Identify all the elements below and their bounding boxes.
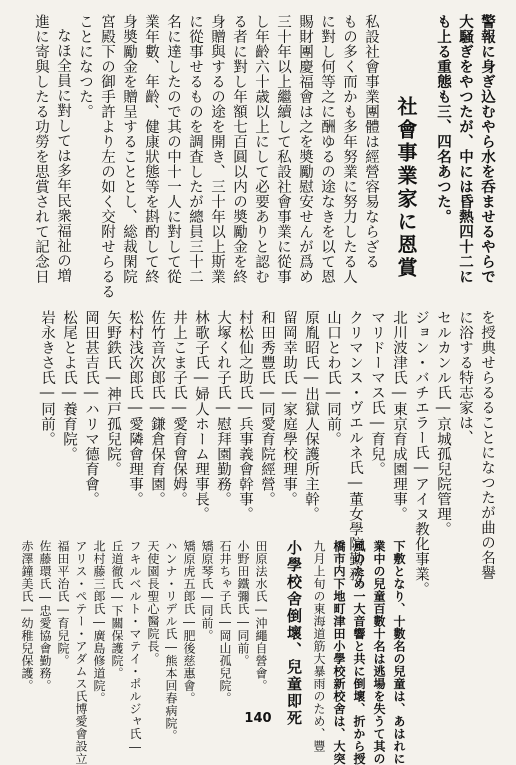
- text-line-lower-10: 和田秀豐氏―同愛育院經營。: [259, 310, 275, 507]
- text-line-lower-8: 原胤昭氏―出獄人保護所主幹。: [303, 310, 319, 522]
- text-line-left-lower-0: 九月上旬の東海道筋大暴雨のため、豐: [312, 540, 326, 753]
- text-line-lower-6: クリマンス・ヴエルネ氏―董女學院勤務。: [347, 310, 363, 597]
- text-line-left-lower-4: 下敷となり、十數名の兒童は、あはれに: [392, 540, 406, 765]
- text-line-lower-11: 村松仙之助氏―兵事義會幹事。: [237, 310, 253, 522]
- text-line-upper-2: も上る重態も三、四名あつた。: [435, 14, 452, 224]
- text-line-lower-0: を授典せらるることになつたが曲の名譽: [479, 310, 495, 580]
- text-line-upper-1: 大騒ぎをやつたが、中には昏熱四十二に: [457, 14, 474, 284]
- heading-social-work-awards: 社會事業家に恩賞: [394, 96, 418, 280]
- text-line-upper-15: 業年數、年齡、健康狀態等を斟酌して終: [143, 14, 159, 284]
- text-line-lower-14: 井上こま子氏―愛育會保姆。: [171, 310, 187, 507]
- heading-school-collapse: 小學校舍倒壞、兒童即死: [285, 540, 303, 727]
- text-line-lower-1: に浴する特志家は、: [457, 310, 473, 445]
- text-line-upper-8: 賜財團慶福會は之を奬勵慰安せんが爲め: [297, 14, 313, 284]
- text-line-upper-14: 名に達したので其の中十一人に對して從: [165, 14, 181, 284]
- text-line-upper-16: 身奬勵金を贈呈することとし、総裁閑院: [121, 14, 137, 284]
- text-line-left-upper-6: フキルベルト・マテイ・ポルジャ氏―: [128, 540, 142, 755]
- text-line-lower-2: セルカンル氏―京城孤兒院管理。: [435, 310, 451, 537]
- text-line-lower-19: 松尾とよ氏―養育院。: [61, 310, 77, 462]
- text-line-left-upper-0: 赤澤鐘美氏―幼稚兒保護。: [20, 540, 34, 692]
- text-line-upper-12: 身贈與するの途を開き、三十年以上斯業: [209, 14, 225, 284]
- page-number: 140: [244, 711, 272, 726]
- text-line-left-upper-9: 矯原虎五郎氏―肥後慈惠會。: [182, 540, 196, 705]
- text-line-left-upper-10: 矯原琴氏―同前。: [200, 540, 214, 642]
- text-line-upper-0: 警報に身ぎ込むやら水を呑ませるやらで: [479, 14, 496, 284]
- text-line-lower-4: 北川波津氏―東京育成園理事。: [391, 310, 407, 522]
- text-line-upper-5: 私設社會事業團體は經營容易ならざる: [363, 14, 379, 269]
- text-line-lower-17: 矢野鉄氏―神戸孤兒院。: [105, 310, 121, 477]
- text-line-lower-20: 岩永きさ氏―同前。: [39, 310, 55, 447]
- text-line-lower-3: ジョン・バチエラー氏―アイヌ教化事業。: [413, 310, 429, 597]
- text-line-lower-9: 留岡幸助氏―家庭學校理事。: [281, 310, 297, 507]
- text-line-upper-20: 進に寄與したる功勞を思賞されて記念日: [33, 14, 49, 284]
- text-line-left-lower-2: 風のため一大音響と共に倒壞、折から授: [352, 540, 366, 765]
- text-line-left-lower-3: 業中の兒童百數十名は逃場を失うて其の: [372, 540, 386, 765]
- text-line-lower-12: 大塚くれ子氏―慰拜園勤務。: [215, 310, 231, 507]
- text-line-left-upper-1: 佐藤環氏―忠愛協會勤務。: [38, 540, 52, 692]
- text-line-upper-18: ことになつた。: [77, 14, 93, 119]
- text-line-upper-6: もの多く而かも多年努業に努力したる人: [341, 14, 357, 284]
- text-line-lower-16: 松村浅次郎氏―愛隣會理事。: [127, 310, 143, 507]
- text-line-upper-17: 宮殿下の御手許より左の如く交附せらるる: [99, 14, 115, 299]
- text-line-left-upper-2: 福田平治氏―育兒院。: [56, 540, 70, 667]
- text-line-left-upper-4: 北村藤三郎氏―廣島修道院。: [92, 540, 106, 705]
- text-line-left-lower-1: 橋市内下地町津田小學校新校舍は、大突: [332, 540, 346, 765]
- text-line-left-upper-7: 天使園長聖心醫院長。: [146, 540, 160, 665]
- text-line-upper-10: し年齡六十歳以上にして必要ありと認む: [253, 14, 269, 284]
- text-line-lower-5: マリドーマス氏―育兒。: [369, 310, 385, 477]
- text-line-upper-7: に對し何等之に酬ゆるの途なきを以て恩: [319, 14, 335, 284]
- text-line-upper-13: に從事せるものを調査したが總員三十二: [187, 14, 203, 284]
- text-line-left-upper-5: 丘道徹氏―下關保護院。: [110, 540, 124, 680]
- text-line-left-upper-8: ハンナ・リデル氏―熊本回春病院。: [164, 540, 178, 742]
- text-line-lower-15: 佐竹音次郎氏―鎌倉保育園。: [149, 310, 165, 507]
- text-line-left-upper-12: 小野田鐵彌氏―同前。: [236, 540, 250, 667]
- text-line-left-upper-3: アリス・ペテー・アダムス氏博愛會設立: [74, 540, 88, 765]
- text-line-left-upper-11: 石井ちゃ子氏―岡山孤兒院。: [218, 540, 232, 705]
- text-line-lower-18: 岡田甚吉氏―ハリマ德育會。: [83, 310, 99, 507]
- text-line-upper-9: 三十年以上繼續して私設社會事業に從事: [275, 14, 291, 284]
- text-line-upper-19: なほ全員に對しては多年民衆福祉の増: [55, 28, 71, 283]
- text-line-lower-7: 山口とわ氏―同前。: [325, 310, 341, 447]
- text-line-upper-11: る者に對し年額七百圓以内の奬勵金を終: [231, 14, 247, 284]
- text-line-lower-13: 林歌子氏―婦人ホーム理事長。: [193, 310, 209, 522]
- text-line-left-upper-13: 田原法水氏―沖繩自營會。: [254, 540, 268, 692]
